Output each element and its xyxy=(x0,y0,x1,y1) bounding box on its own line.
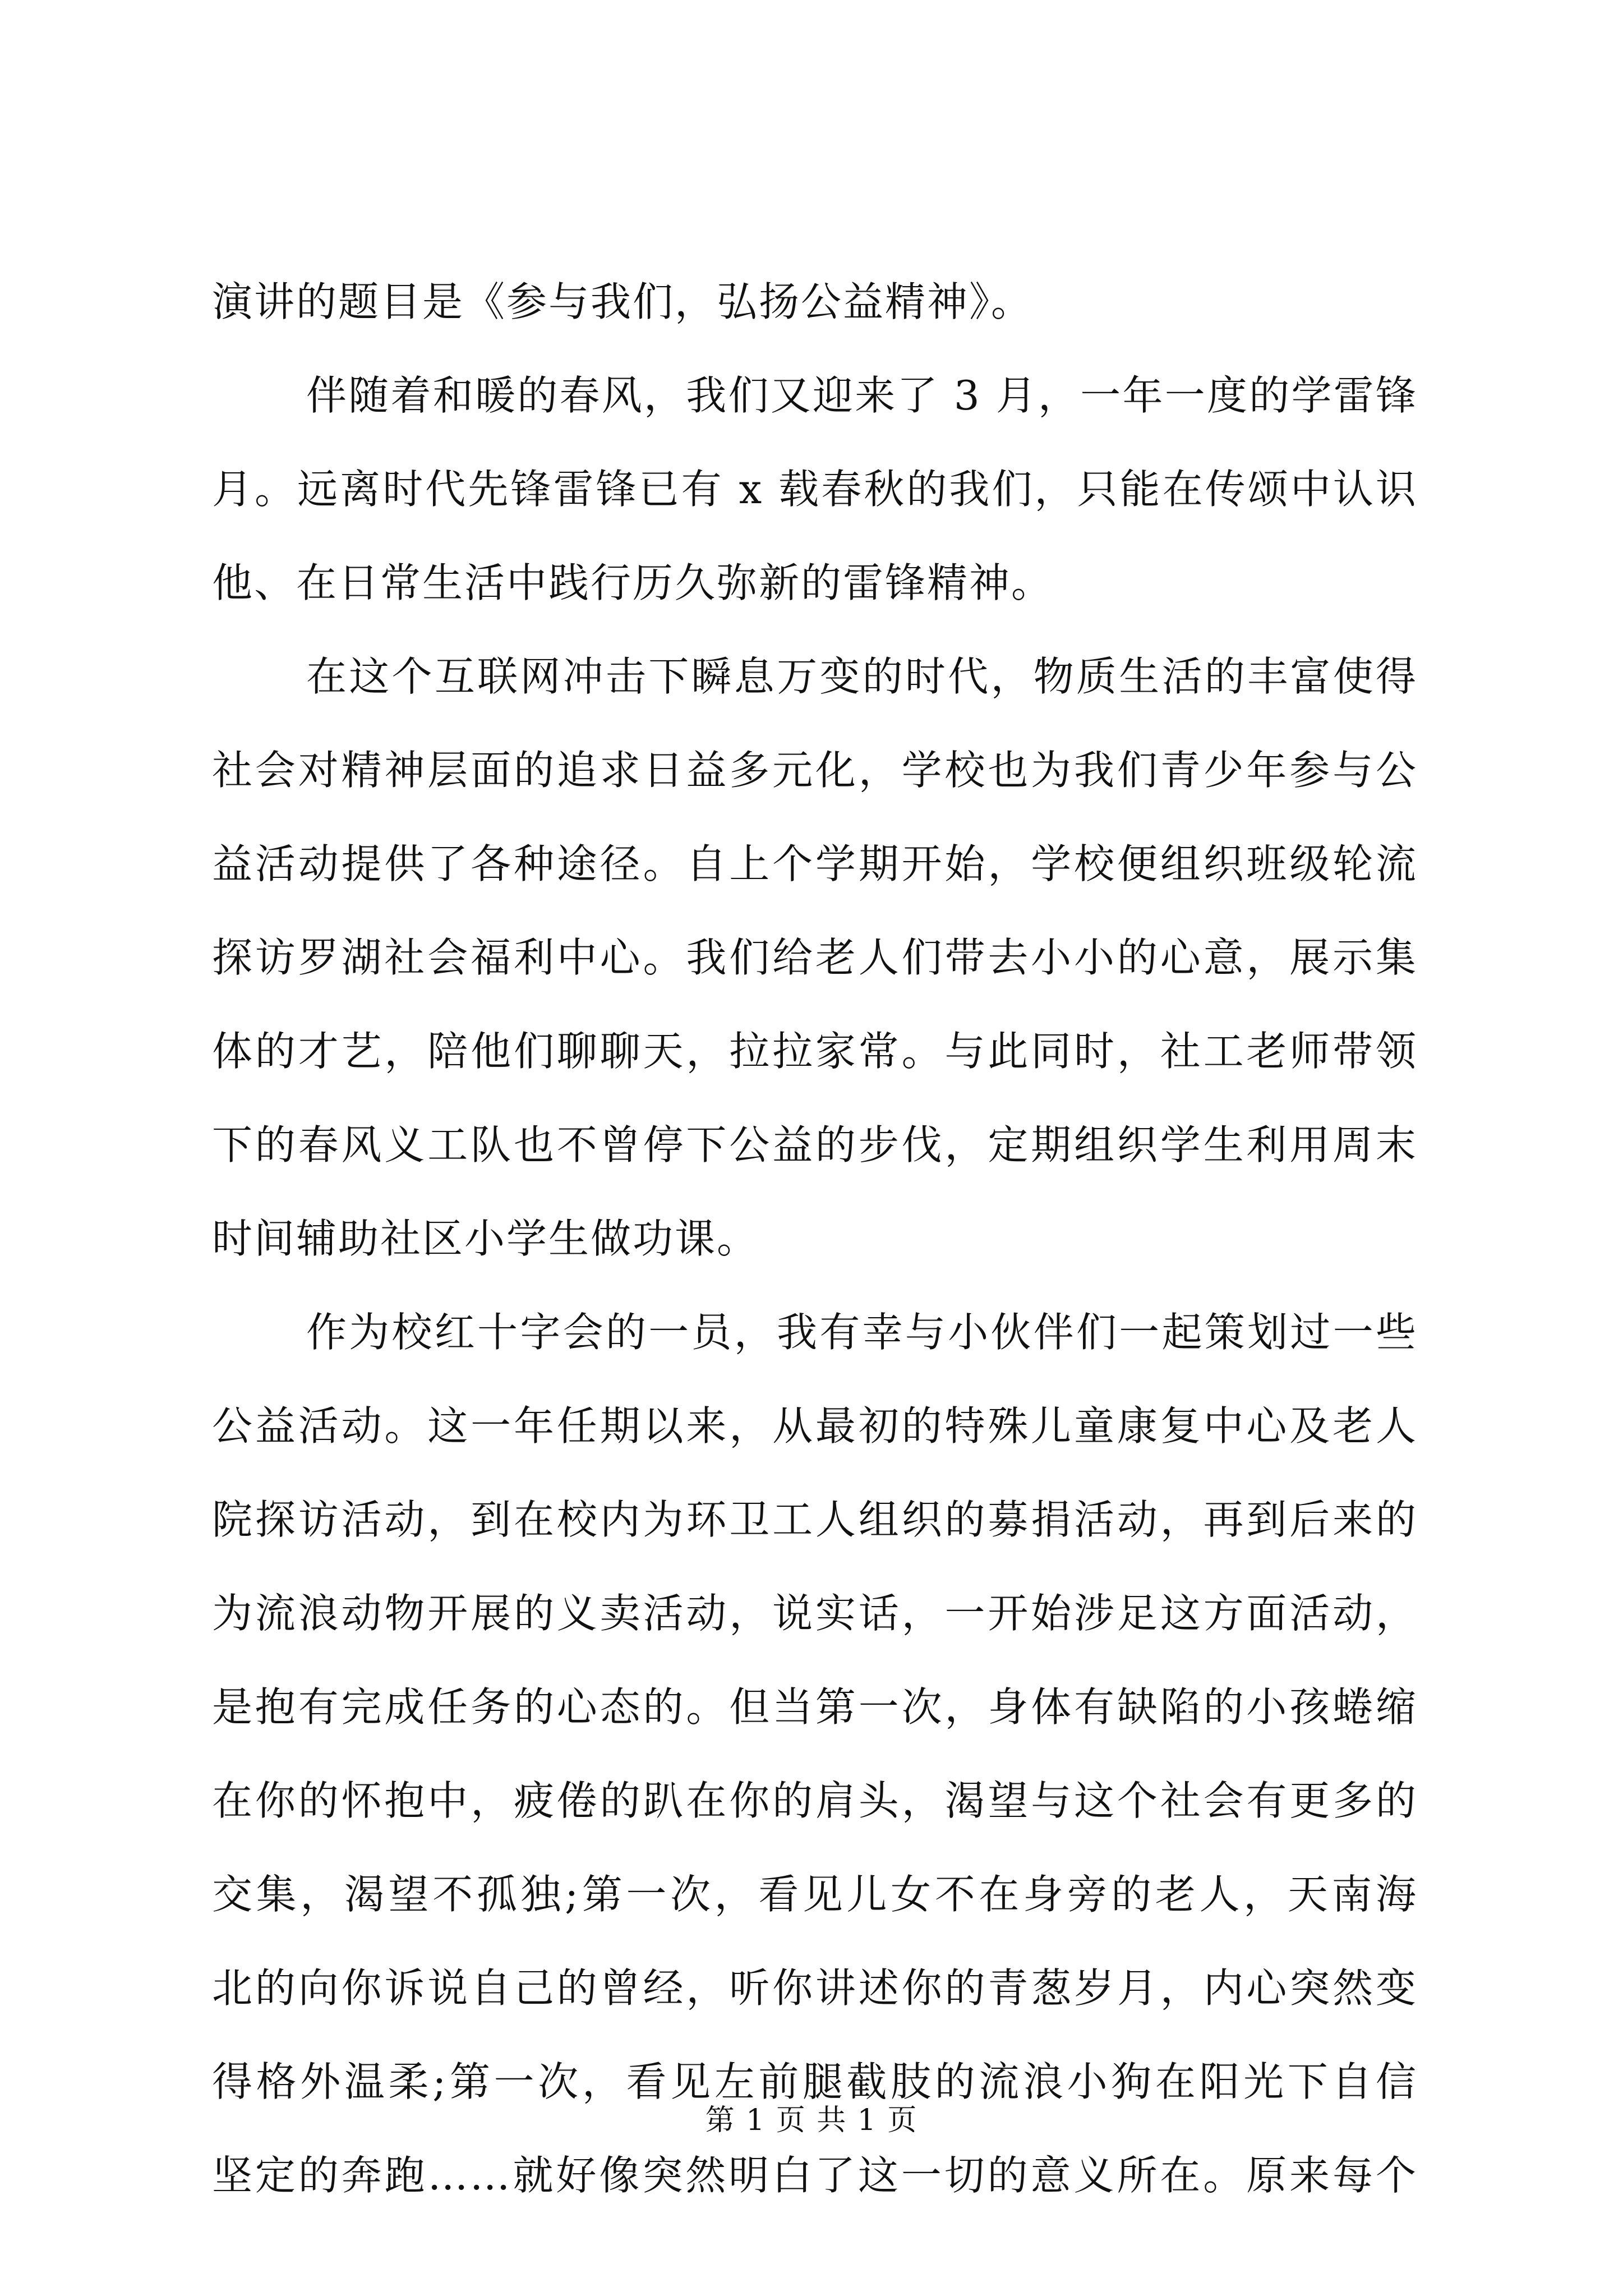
text-line: 坚定的奔跑……就好像突然明白了这一切的意义所在。原来每个 xyxy=(212,2152,1418,2199)
text-line: 公益活动。这一年任期以来，从最初的特殊儿童康复中心及老人 xyxy=(212,1402,1418,1450)
paragraph-first-line: 伴随着和暖的春风，我们又迎来了 3 月，一年一度的学雷锋 xyxy=(306,372,1418,419)
text-line: 他、在日常生活中践行历久弥新的雷锋精神。 xyxy=(212,559,1054,606)
text-line: 月。远离时代先锋雷锋已有 x 载春秋的我们，只能在传颂中认识 xyxy=(212,466,1418,513)
text-line: 是抱有完成任务的心态的。但当第一次，身体有缺陷的小孩蜷缩 xyxy=(212,1683,1418,1731)
page-footer: 第 1 页 共 1 页 xyxy=(705,2104,918,2137)
text-line: 北的向你诉说自己的曾经，听你讲述你的青葱岁月，内心突然变 xyxy=(212,1964,1418,2012)
text-line: 探访罗湖社会福利中心。我们给老人们带去小小的心意，展示集 xyxy=(212,934,1418,981)
text-line: 交集，渴望不孤独;第一次，看见儿女不在身旁的老人，天南海 xyxy=(212,1871,1418,1918)
document-body xyxy=(212,255,1418,2223)
text-line: 在你的怀抱中，疲倦的趴在你的肩头，渴望与这个社会有更多的 xyxy=(212,1777,1418,1824)
text-line: 院探访活动，到在校内为环卫工人组织的募捐活动，再到后来的 xyxy=(212,1496,1418,1543)
text-line: 体的才艺，陪他们聊聊天，拉拉家常。与此同时，社工老师带领 xyxy=(212,1028,1418,1075)
text-line: 社会对精神层面的追求日益多元化，学校也为我们青少年参与公 xyxy=(212,747,1418,794)
paragraph-first-line: 作为校红十字会的一员，我有幸与小伙伴们一起策划过一些 xyxy=(306,1309,1418,1356)
text-line: 演讲的题目是《参与我们，弘扬公益精神》。 xyxy=(212,278,1034,325)
paragraph-first-line: 在这个互联网冲击下瞬息万变的时代，物质生活的丰富使得 xyxy=(306,653,1418,700)
text-line: 时间辅助社区小学生做功课。 xyxy=(212,1215,759,1262)
text-line: 益活动提供了各种途径。自上个学期开始，学校便组织班级轮流 xyxy=(212,840,1418,887)
text-line: 为流浪动物开展的义卖活动，说实话，一开始涉足这方面活动， xyxy=(212,1590,1418,1637)
text-line: 得格外温柔;第一次，看见左前腿截肢的流浪小狗在阳光下自信 xyxy=(212,2058,1418,2105)
text-line: 下的春风义工队也不曾停下公益的步伐，定期组织学生利用周末 xyxy=(212,1121,1418,1168)
